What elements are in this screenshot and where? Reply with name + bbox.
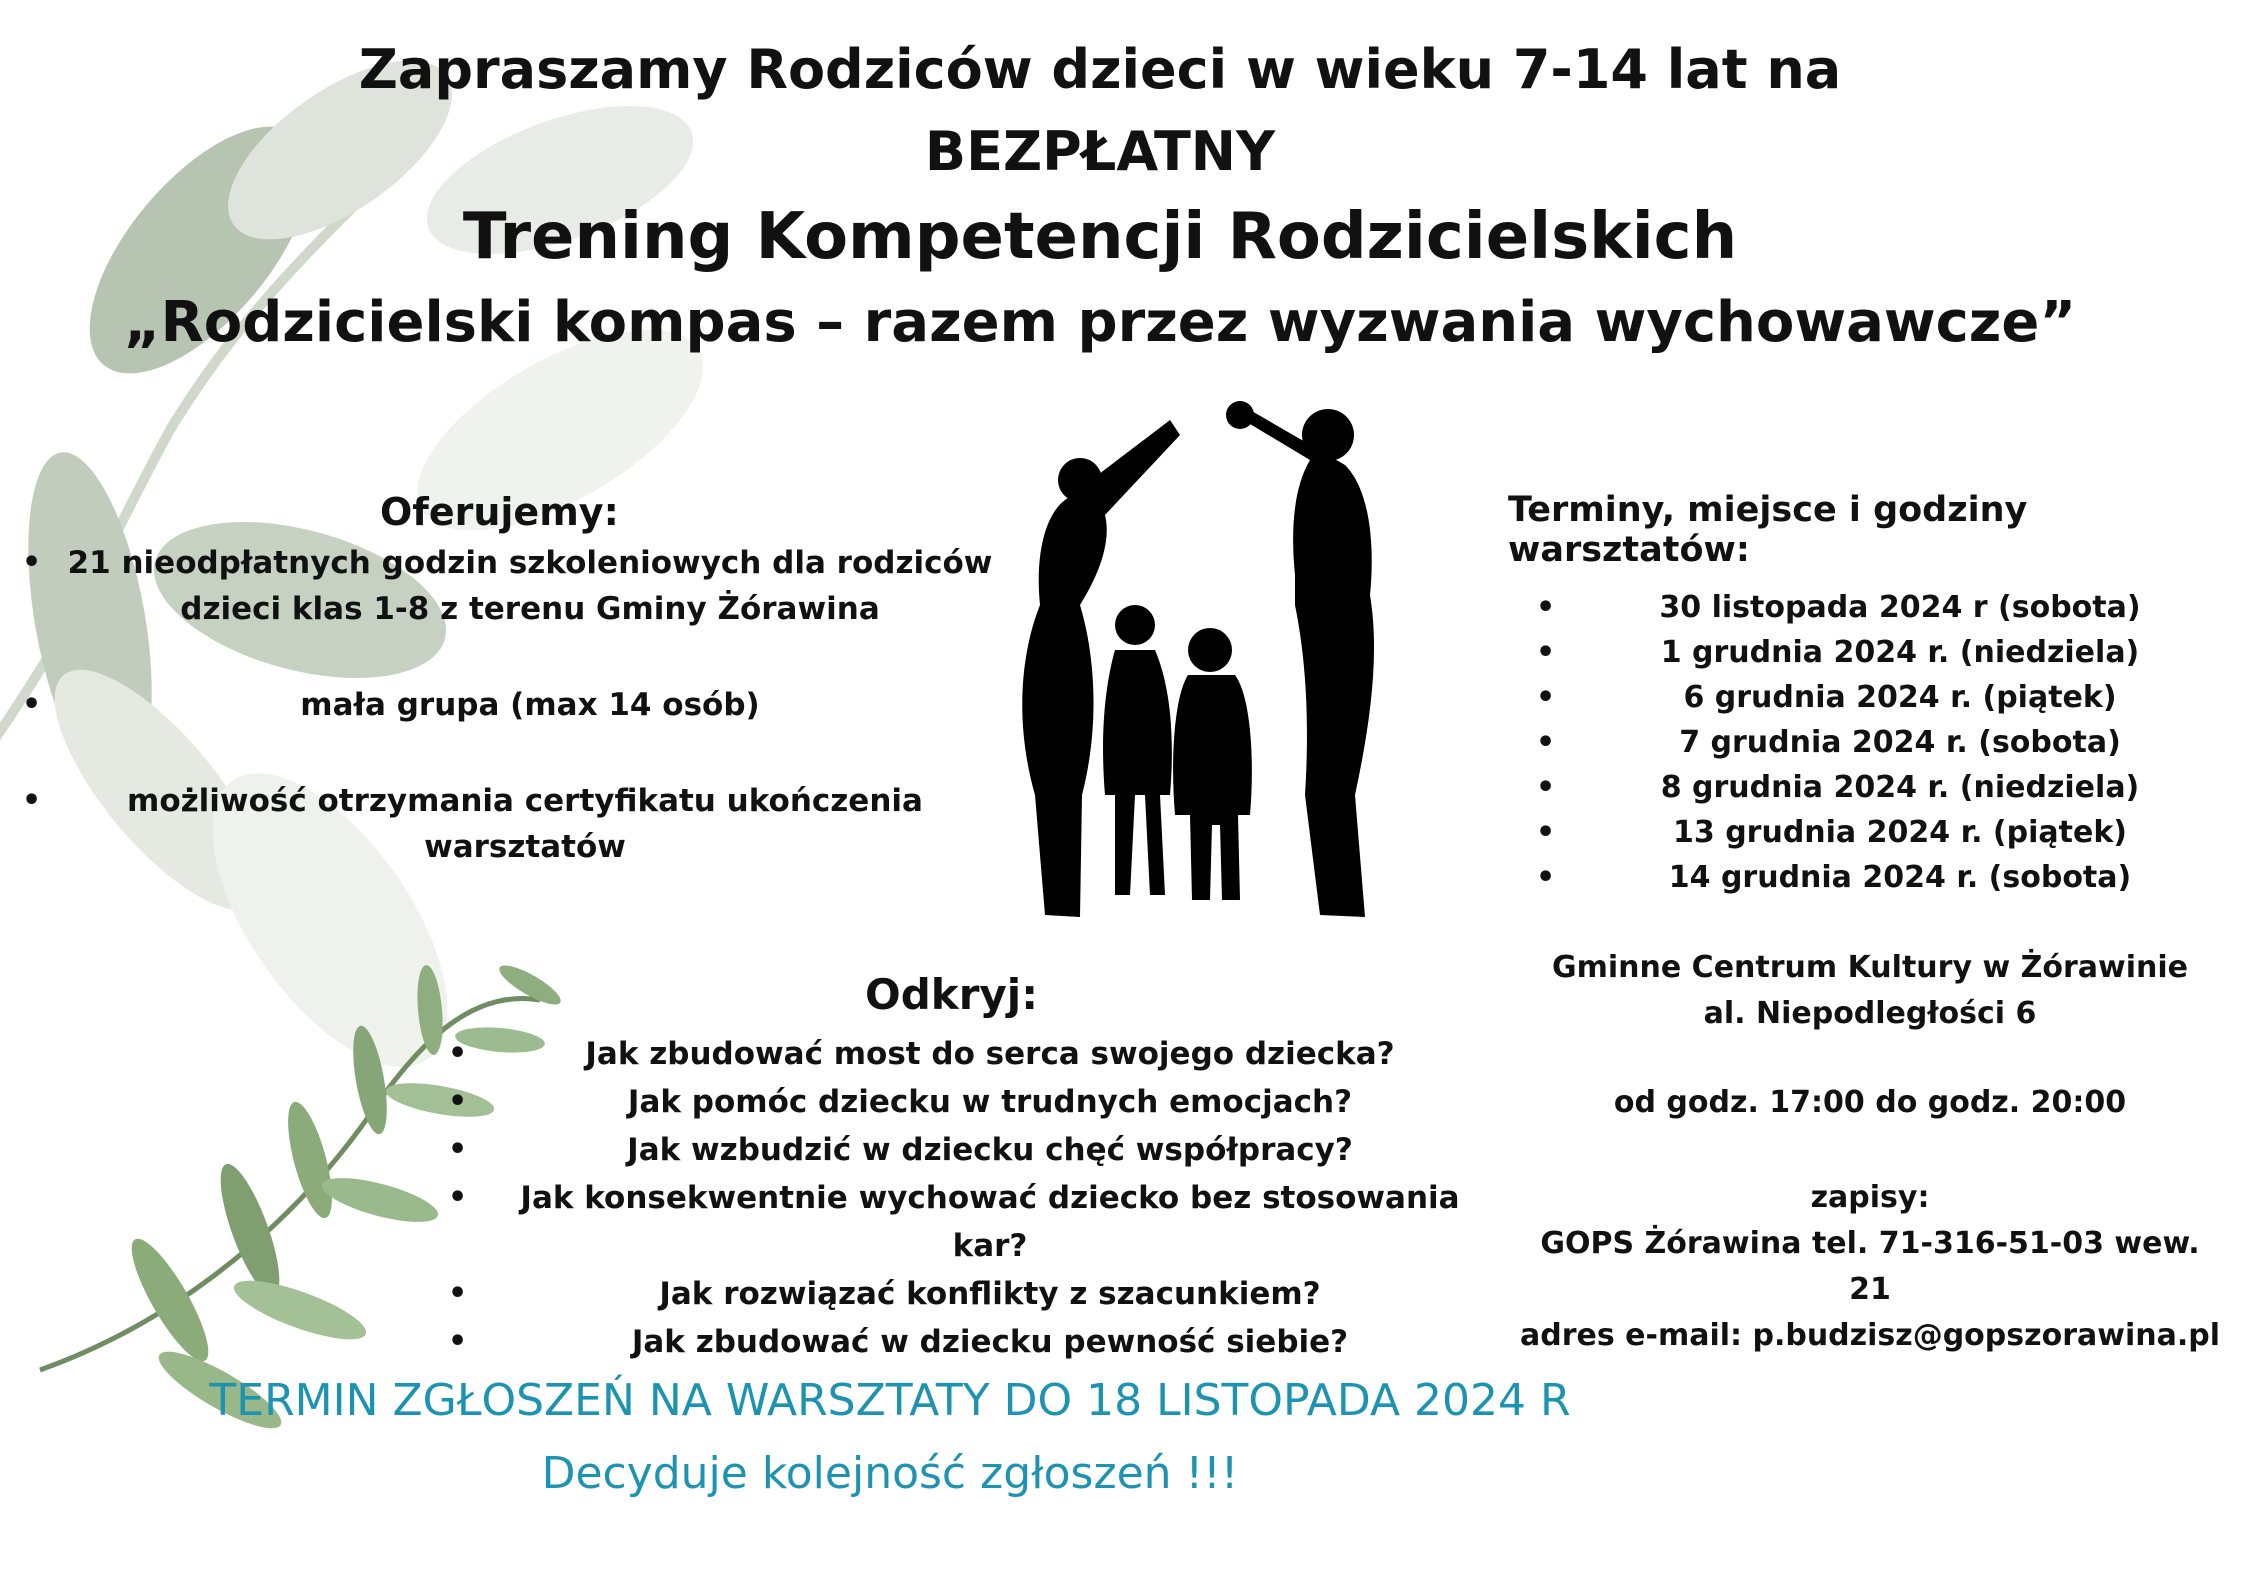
- schedule-heading: Terminy, miejsce i godziny warsztatów:: [1508, 490, 2028, 570]
- bullet-icon: •: [448, 1324, 468, 1359]
- signup-info: [1520, 1175, 2220, 1359]
- date-text: 14 grudnia 2024 r. (sobota): [1668, 860, 2132, 895]
- list-item: [440, 1318, 1500, 1366]
- list-item: [440, 1270, 1500, 1318]
- discover-heading: Odkryj:: [865, 970, 1038, 1019]
- date-text: 6 grudnia 2024 r. (piątek): [1683, 680, 2117, 715]
- question-text: Jak rozwiązać konflikty z szacunkiem?: [659, 1276, 1321, 1312]
- bullet-icon: •: [1536, 635, 1556, 670]
- list-item: [1520, 720, 2240, 765]
- discover-list: [440, 1030, 1500, 1366]
- bullet-icon: •: [1536, 815, 1556, 850]
- registration-order-note: Decyduje kolejność zgłoszeń !!!: [541, 1448, 1239, 1499]
- list-item: [1520, 765, 2240, 810]
- venue-address: al. Niepodległości 6: [1703, 996, 2037, 1031]
- bullet-icon: •: [1536, 725, 1556, 760]
- signup-label: zapisy:: [1810, 1180, 1930, 1215]
- signup-email: adres e-mail: p.budzisz@gopszorawina.pl: [1520, 1318, 2220, 1353]
- offer-item-text: 21 nieodpłatnych godzin szkoleniowych dla rodziców dzieci klas 1-8 z terenu Gminy Żórawina: [67, 545, 993, 627]
- date-text: 7 grudnia 2024 r. (sobota): [1679, 725, 2121, 760]
- bullet-icon: •: [1536, 860, 1556, 895]
- question-text: Jak konsekwentnie wychować dziecko bez stosowania kar?: [520, 1180, 1460, 1264]
- bullet-icon: •: [448, 1084, 468, 1119]
- bullet-icon: •: [1536, 770, 1556, 805]
- offer-item-text: możliwość otrzymania certyfikatu ukończenia warsztatów: [127, 783, 923, 865]
- schedule-date-list: [1520, 585, 2240, 900]
- list-item: [1520, 675, 2240, 720]
- bullet-icon: •: [22, 687, 42, 722]
- list-item: [0, 540, 1000, 632]
- family-silhouette-illustration: [1010, 395, 1450, 925]
- bullet-icon: •: [1536, 680, 1556, 715]
- list-item: [0, 682, 1000, 728]
- bullet-icon: •: [448, 1276, 468, 1311]
- list-item: [1520, 855, 2240, 900]
- list-item: [0, 778, 1000, 870]
- workshop-hours: od godz. 17:00 do godz. 20:00: [1613, 1085, 2127, 1120]
- offer-item-text: mała grupa (max 14 osób): [300, 687, 760, 723]
- date-text: 13 grudnia 2024 r. (piątek): [1673, 815, 2127, 850]
- question-text: Jak zbudować most do serca swojego dziecka?: [585, 1036, 1395, 1072]
- header-line-2: BEZPŁATNY: [924, 120, 1276, 183]
- date-text: 1 grudnia 2024 r. (niedziela): [1660, 635, 2140, 670]
- list-item: [1520, 810, 2240, 855]
- header-line-1: Zapraszamy Rodziców dzieci w wieku 7-14 lat na: [358, 38, 1842, 101]
- list-item: [440, 1078, 1500, 1126]
- venue: [1520, 945, 2220, 1037]
- list-item: [440, 1030, 1500, 1078]
- list-item: [440, 1174, 1500, 1270]
- date-text: 8 grudnia 2024 r. (niedziela): [1660, 770, 2140, 805]
- page-subtitle: „Rodzicielski kompas – razem przez wyzwania wychowawcze”: [123, 290, 2077, 355]
- bullet-icon: •: [448, 1132, 468, 1167]
- list-item: [440, 1126, 1500, 1174]
- list-item: [1520, 630, 2240, 675]
- question-text: Jak wzbudzić w dziecku chęć współpracy?: [627, 1132, 1353, 1168]
- page-title: Trening Kompetencji Rodzicielskich: [462, 200, 1738, 274]
- offer-list: [0, 540, 1000, 915]
- signup-phone: GOPS Żórawina tel. 71-316-51-03 wew. 21: [1540, 1226, 2200, 1307]
- bullet-icon: •: [448, 1036, 468, 1071]
- offer-heading: Oferujemy:: [380, 490, 619, 534]
- bullet-icon: •: [1536, 590, 1556, 625]
- date-text: 30 listopada 2024 r (sobota): [1659, 590, 2141, 625]
- question-text: Jak pomóc dziecku w trudnych emocjach?: [627, 1084, 1353, 1120]
- registration-deadline: TERMIN ZGŁOSZEŃ NA WARSZTATY DO 18 LISTOPADA 2024 R: [209, 1375, 1571, 1426]
- bullet-icon: •: [448, 1180, 468, 1215]
- bullet-icon: •: [22, 783, 42, 818]
- bullet-icon: •: [22, 545, 42, 580]
- question-text: Jak zbudować w dziecku pewność siebie?: [631, 1324, 1349, 1360]
- venue-name: Gminne Centrum Kultury w Żórawinie: [1552, 950, 2188, 985]
- list-item: [1520, 585, 2240, 630]
